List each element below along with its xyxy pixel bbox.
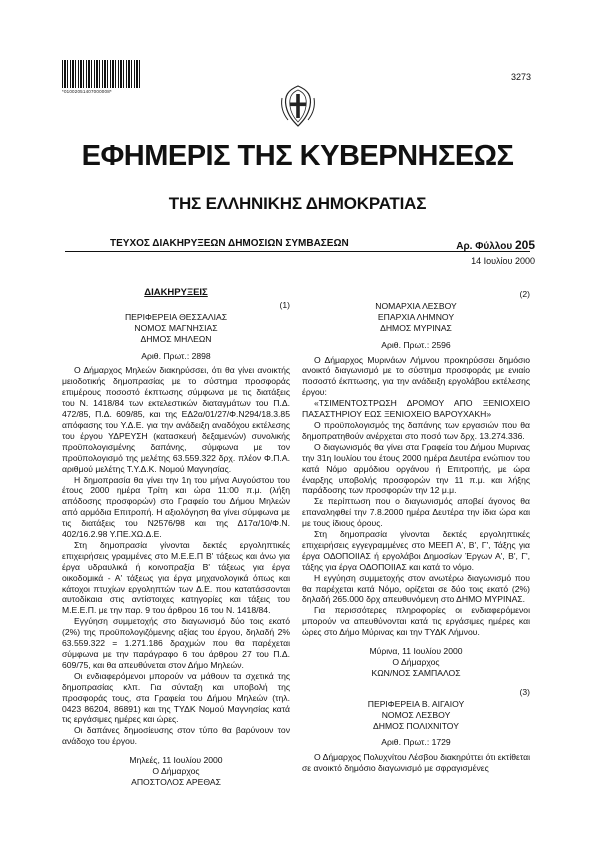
protocol-number: Αριθ. Πρωτ.: 1729 [381, 737, 451, 748]
notice-paragraph: Ο διαγωνισμός θα γίνει στα Γραφεία του Δήμου Μυρινας την 31η Ιουλίου του έτους 2000 ημέρα Δευτέρα ενώπιον του κατά Νόμο αρμόδιου οργάνου ή Επιτροπής, με ώρα έναρξης υποβολής προσφορών την 11 π.μ. και λήξης παράδοσης των προσφορών την 12 μ.μ. [302, 441, 530, 496]
place-date: Μηλεές, 11 Ιουλίου 2000 [129, 755, 223, 766]
sheet-label: Αρ. Φύλλου [456, 241, 513, 252]
notice-header-line: ΕΠΑΡΧΙΑ ΛΗΜΝΟΥ [377, 311, 455, 322]
notice-header-line: ΝΟΜΟΣ ΛΕΣΒΟΥ [381, 709, 451, 720]
notice-header-line: ΝΟΜΑΡΧΙΑ ΛΕΣΒΟΥ [375, 300, 457, 311]
left-column [62, 288, 290, 788]
gazette-title: ΕΦΗΜΕΡΙΣ ΤΗΣ ΚΥΒΕΡΝΗΣΕΩΣ [81, 140, 514, 172]
issue-date: 14 Ιουλίου 2000 [471, 256, 535, 266]
notice-paragraph: Στη δημοπρασία γίνονται δεκτές εργοληπτικές επιχειρήσεις εγγεγραμμένες στο ΜΕΕΠ Α', Β', Γ', Τάξης για έργα ΟΔΟΠΟΙΙΑΣ ή εργολάβοι Δημοσίων Έργων Α', Β', Γ', τάξης για έργα ΟΔΟΠΟΙΙΑΣ και κατά το νόμο. [302, 529, 530, 572]
notice-header-line: ΠΕΡΙΦΕΡΕΙΑ Β. ΑΙΓΑΙΟΥ [367, 698, 465, 709]
notice-paragraph: Η δημοπρασία θα γίνει την 1η του μήνα Αυγούστου του έτους 2000 ημέρα Τρίτη και ώρα 11:00 π.μ. (λήξη απόδοσης προσφορών) στο Γραφείο του Δήμου Μηλεών από αρμόδια Επιτροπή. Η αξιολόγηση θα γίνει σύμφωνα με τις διατάξεις του Ν2576/98 και της Δ17α/10/Φ.Ν. 402/16.2.98 Υ.ΠΕ.ΧΩ.Δ.Ε. [62, 474, 290, 540]
section-title: ΔΙΑΚΗΡΥΞΕΙΣ [144, 287, 208, 298]
notice-paragraph: Για περισσότερες πληροφορίες οι ενδιαφερόμενοι μπορούν να απευθύνονται κατά τις εργάσιμες ημέρες και ώρες στο Δήμο Μύρινας και την ΤΥΔΚ Λήμνου. [302, 605, 530, 638]
notice-paragraph: Σε περίπτωση που ο διαγωνισμός αποβεί άγονος θα επαναληφθεί την 7.8.2000 ημέρα Δευτέρα την ίδια ώρα και με τους ίδιους όρους. [302, 496, 530, 529]
issue-sheet [456, 238, 535, 252]
page-number: 3273 [510, 72, 531, 82]
notice-paragraph: Ο Δήμαρχος Πολυχνίτου Λέσβου διακηρύττει ότι εκτίθεται σε ανοικτό δημόσιο διαγωνισμό με σφραγισμένες [302, 752, 530, 774]
notice-paragraph: Οι δαπάνες δημοσίευσης στον τύπο θα βαρύνουν τον ανάδοχο του έργου. [62, 725, 290, 747]
notice-header-line: ΔΗΜΟΣ ΜΗΛΕΩΝ [140, 333, 212, 344]
signer-name: ΑΠΟΣΤΟΛΟΣ ΑΡΕΘΑΣ [131, 776, 221, 787]
notice-paragraph: «ΤΣΙΜΕΝΤΟΣΤΡΩΣΗ ΔΡΟΜΟΥ ΑΠΟ ΞΕΝΙΟΧΕΙΟ ΠΑΣΑΣΤΗΡΙΟΥ ΕΩΣ ΞΕΝΙΟΧΕΙΟ ΒΑΡΟΥΧΑΚΗ» [302, 398, 530, 420]
header-rule [65, 251, 530, 252]
sheet-number: 205 [514, 238, 535, 252]
coat-of-arms-icon [278, 84, 318, 128]
notice-seq: (1) [279, 299, 290, 310]
notice-paragraph: Ο Δήμαρχος Μυρινάων Λήμνου προκηρύσσει δημόσιο ανοικτό διαγωνισμό με το σύστημα προσφοράς με ενιαίο ποσοστό έκπτωσης, για την ανάδειξη εργολάβου εκτέλεσης έργου: [302, 354, 530, 398]
notice-paragraph: Στη δημοπρασία γίνονται δεκτές εργοληπτικές επιχειρήσεις γραμμένες στο Μ.Ε.Ε.Π Β' τάξεως και άνω για έργα υδραυλικά ή κοινοπραξία Β' τάξεως για έργα οικοδομικά - Α' τάξεως για έργα μηχανολογικά όπως και κάτοχοι πτυχίων εργοληπτών των Δ.Ε. που κατατάσσονται αυτοδίκαια στις αντίστοιχες κατηγορίες και τάξεις του Μ.Ε.Ε.Π. με την παρ. 9 του άρθρου 16 του Ν. 1418/84. [62, 539, 290, 616]
notice-header-line: ΝΟΜΟΣ ΜΑΓΝΗΣΙΑΣ [134, 322, 218, 333]
notice-paragraph: Ο Δήμαρχος Μηλεών διακηρύσσει, ότι θα γίνει ανοικτής μειοδοτικής δημοπρασίας με το σύστημα προσφοράς επιμέρους ποσοστό έκπτωσης σύμφωνα με τις διατάξεις του Ν. 1418/84 των εκτελεστικών διαταγμάτων του Π.Δ. 472/85, Π.Δ. 609/85, και της ΕΔ2α/01/27/Φ.Ν294/18.3.85 απόφασης του Υ.Δ.Ε. για την ανάδειξη αναδόχου εκτέλεσης του έργου ΥΔΡΕΥΣΗ (κατασκευή δεξαμενών) συνολικής προϋπολογισμένης δαπάνης, σύμφωνα με τον προϋπολογισμό της μελέτης 63.559.322 δρχ. πλέον Φ.Π.Α. αριθμού μελέτης Τ.Υ.Δ.Κ. Νομού Μαγνησίας. [62, 365, 290, 474]
notice-seq: (2) [519, 289, 530, 299]
notice-header-line: ΠΕΡΙΦΕΡΕΙΑ ΘΕΣΣΑΛΙΑΣ [124, 311, 228, 322]
signer-name: ΚΩΝ/ΝΟΣ ΣΑΜΠΑΛΟΣ [371, 667, 461, 678]
notice-paragraph: Οι ενδιαφερόμενοι μπορούν να μάθουν τα σχετικά της δημοπρασίας κλπ. Για σύνταξη και υποβολή της προσφοράς τους, στα Γραφεία του Δήμου Μηλεών (τηλ. 0423 86204, 86891) και της ΤΥΔΚ Νομού Μαγνησίας κατά τις εργάσιμες ημέρες και ώρες. [62, 670, 290, 725]
notice-paragraph: Ο προϋπολογισμός της δαπάνης των εργασιών που θα δημοπρατηθούν ανέρχεται στο ποσό των δρχ. 13.274.336. [302, 419, 530, 441]
place-date: Μύρινα, 11 Ιουλίου 2000 [369, 646, 463, 657]
right-column [302, 288, 530, 774]
notice-seq: (3) [519, 686, 530, 697]
issue-series: ΤΕΥΧΟΣ ΔΙΑΚΗΡΥΞΕΩΝ ΔΗΜΟΣΙΩΝ ΣΥΜΒΑΣΕΩΝ [110, 238, 349, 249]
signer-title: Ο Δήμαρχος [152, 766, 200, 777]
protocol-number: Αριθ. Πρωτ.: 2596 [381, 339, 451, 350]
notice-header-line: ΔΗΜΟΣ ΜΥΡΙΝΑΣ [380, 322, 452, 333]
notice-header-line: ΔΗΜΟΣ ΠΟΛΙΧΝΙΤΟΥ [373, 720, 459, 731]
protocol-number: Αριθ. Πρωτ.: 2898 [141, 350, 211, 361]
signer-title: Ο Δήμαρχος [392, 657, 440, 667]
barcode-number: *01002051407000008* [62, 89, 112, 94]
gazette-subtitle: ΤΗΣ ΕΛΛΗΝΙΚΗΣ ΔΗΜΟΚΡΑΤΙΑΣ [168, 194, 427, 213]
barcode [62, 60, 140, 88]
notice-paragraph: Η εγγύηση συμμετοχής στον ανωτέρω διαγωνισμό που θα παρέχεται κατά Νόμο, ορίζεται σε δύο τοις εκατό (2%) δηλαδή 265.000 δρχ απευθυνόμενη στο ΔΗΜΟ ΜΥΡΙΝΑΣ. [302, 572, 530, 605]
notice-paragraph: Εγγύηση συμμετοχής στο διαγωνισμό δύο τοις εκατό (2%) της προϋπολογιζόμενης αξίας του έργου, δηλαδή 2% 63.559.322 = 1.271.186 δραχμών που θα παρέχεται σύμφωνα με την παράγραφο 6 του άρθρου 27 του Π.Δ. 609/75, και θα απευθύνεται στον Δήμο Μηλεών. [62, 616, 290, 670]
